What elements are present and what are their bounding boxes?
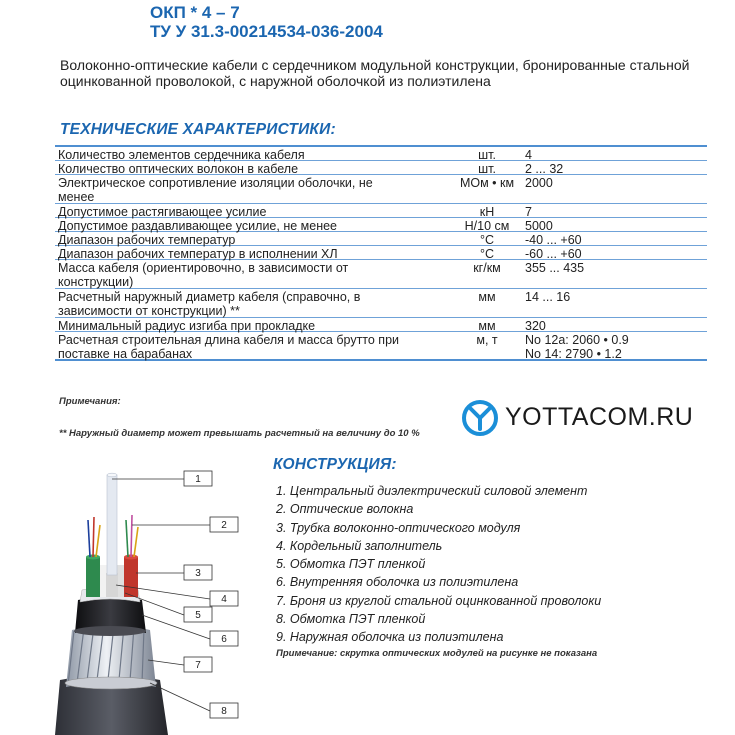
spec-row xyxy=(55,218,707,232)
spec-param: Допустимое растягивающее усилие xyxy=(58,205,267,219)
callout-number: 6 xyxy=(221,634,227,645)
spec-param: Расчетная строительная длина кабеля и масса брутто при поставке на барабанах xyxy=(58,333,400,361)
spec-value: 7 xyxy=(525,205,532,219)
construction-item: 3. Трубка волоконно-оптического модуля xyxy=(276,520,521,535)
spec-unit: шт. xyxy=(478,162,496,176)
construction-list xyxy=(276,482,601,647)
spec-table xyxy=(55,145,707,361)
spec-value: 4 xyxy=(525,148,532,162)
spec-unit: м, т xyxy=(476,333,498,347)
spec-unit: кН xyxy=(479,205,495,219)
construction-item: 9. Наружная оболочка из полиэтилена xyxy=(276,630,504,645)
construction-item: 7. Броня из круглой стальной оцинкованной проволоки xyxy=(276,593,602,608)
notes-text: ** Наружный диаметр может превышать расчетный на величину до 10 % xyxy=(59,428,420,439)
logo-text: YOTTACOM.RU xyxy=(505,403,694,431)
construction-item: 1. Центральный диэлектрический силовой элемент xyxy=(276,484,588,498)
spec-row xyxy=(55,175,707,204)
spec-param: Количество элементов сердечника кабеля xyxy=(58,148,305,162)
spec-section-title: ТЕХНИЧЕСКИЕ ХАРАКТЕРИСТИКИ: xyxy=(60,121,336,138)
spec-unit: мм xyxy=(478,319,496,333)
spec-row xyxy=(55,161,707,175)
spec-value: 355 ... 435 xyxy=(525,261,585,275)
construction-item: 4. Кордельный заполнитель xyxy=(276,538,443,553)
spec-value: -40 ... +60 xyxy=(525,233,582,247)
spec-unit: °С xyxy=(479,247,495,261)
spec-value: 5000 xyxy=(525,219,553,233)
spec-param: Электрическое сопротивление изоляции оболочки, не менее xyxy=(58,176,373,204)
construction-item: 8. Обмотка ПЭТ пленкой xyxy=(276,612,426,627)
spec-param: Масса кабеля (ориентировочно, в зависимости от конструкции) xyxy=(58,261,349,289)
spec-unit: °С xyxy=(479,233,495,247)
construction-note: Примечание: скрутка оптических модулей на рисунке не показана xyxy=(276,648,598,659)
callout-number: 7 xyxy=(195,660,201,671)
callout-number: 1 xyxy=(195,474,201,485)
spec-row xyxy=(55,246,707,260)
spec-row xyxy=(55,147,707,161)
spec-row xyxy=(55,332,707,361)
spec-unit: мм xyxy=(478,290,496,304)
construction-section-title: КОНСТРУКЦИЯ: xyxy=(273,456,397,473)
spec-unit: Н/10 см xyxy=(464,219,510,233)
spec-value-line-2: No 14: 2790 • 1.2 xyxy=(525,347,622,361)
spec-value: 2 ... 32 xyxy=(525,162,564,176)
spec-param: Расчетный наружный диаметр кабеля (справочно, в зависимости от конструкции) ** xyxy=(58,290,361,318)
spec-value xyxy=(525,333,705,361)
cable-cross-section-diagram xyxy=(50,465,265,735)
spec-value: -60 ... +60 xyxy=(525,247,582,261)
construction-item: 2. Оптические волокна xyxy=(276,502,414,517)
spec-param: Диапазон рабочих температур xyxy=(58,233,236,247)
spec-row xyxy=(55,289,707,318)
spec-param: Диапазон рабочих температур в исполнении ХЛ xyxy=(58,247,338,261)
spec-value: 14 ... 16 xyxy=(525,290,571,304)
spec-unit: кг/км xyxy=(473,261,501,275)
spec-param: Минимальный радиус изгиба при прокладке xyxy=(58,319,316,333)
intro-description: Волоконно-оптические кабели с сердечником модульной конструкции, бронированные стальной оцинкованной проволокой, с наружной оболочкой из полиэтилена xyxy=(60,57,690,89)
spec-param: Допустимое раздавливающее усилие, не менее xyxy=(58,219,338,233)
construction-item: 6. Внутренняя оболочка из полиэтилена xyxy=(276,575,519,590)
title-line-2: ТУ У 31.3-00214534-036-2004 xyxy=(150,22,383,41)
spec-row xyxy=(55,260,707,289)
callout-number: 4 xyxy=(221,594,227,605)
spec-param: Количество оптических волокон в кабеле xyxy=(58,162,299,176)
title-line-1: ОКП * 4 – 7 xyxy=(150,3,240,22)
callout-number: 3 xyxy=(195,568,201,579)
callout-number: 5 xyxy=(195,610,201,621)
spec-row xyxy=(55,232,707,246)
spec-unit: МОм • км xyxy=(459,176,515,190)
notes-label: Примечания: xyxy=(59,396,121,407)
spec-unit: шт. xyxy=(478,148,496,162)
callout-number: 2 xyxy=(221,520,227,531)
spec-row xyxy=(55,204,707,218)
spec-value: 2000 xyxy=(525,176,553,190)
spec-row xyxy=(55,318,707,332)
callout-number: 8 xyxy=(221,706,227,717)
spec-value: 320 xyxy=(525,319,546,333)
spec-value-line-1: No 12a: 2060 • 0.9 xyxy=(525,333,629,347)
construction-item: 5. Обмотка ПЭТ пленкой xyxy=(276,557,426,572)
